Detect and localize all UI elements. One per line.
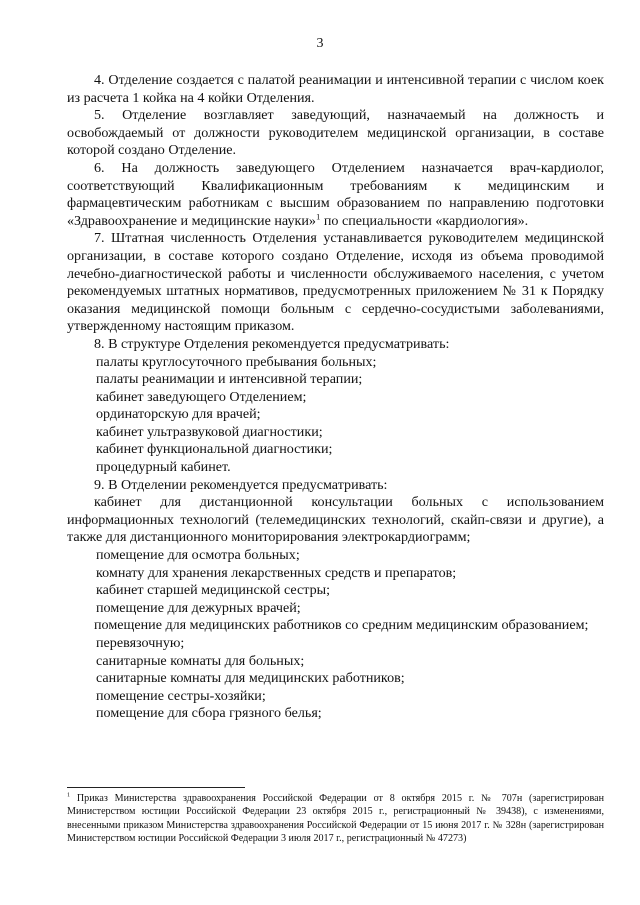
list-item: санитарные комнаты для медицинских работников; xyxy=(96,670,405,687)
footnote-divider xyxy=(67,787,245,788)
list-item: помещение для дежурных врачей; xyxy=(96,599,301,616)
document-body xyxy=(67,72,604,723)
list-item: кабинет старшей медицинской сестры; xyxy=(96,582,331,599)
list-item: ординаторскую для врачей; xyxy=(96,406,261,423)
footnote-text: Приказ Министерства здравоохранения Российской Федерации от 8 октября 2015 г. № 707н (зарегистрирован Министерством юстиции Российской Федерации 23 октября 2015 г., регистрационный № 39438), с изменениями, внесенными приказом Министерства здравоохранения Российской Федерации от 15 июня 2017 г. № 328н (зарегистрирован Министерством юстиции Российской Федерации 3 июля 2017 г., регистрационный № 47273) xyxy=(67,793,604,845)
paragraph-6-text: 6. На должность заведующего Отделением назначается врач-кардиолог, соответствующий Квалификационным требованиям к медицинским и фармацевтическим работникам с высшим образованием по направлению подготовки «Здравоохранение и медицинские науки» xyxy=(67,159,604,229)
list-item: кабинет заведующего Отделением; xyxy=(96,388,307,405)
list-item: помещение для сбора грязного белья; xyxy=(96,705,322,722)
paragraph-5: 5. Отделение возглавляет заведующий, назначаемый на должность и освобождаемый от должности руководителем медицинской организации, в составе которой создано Отделение. xyxy=(67,107,604,159)
list-item: помещение для осмотра больных; xyxy=(96,547,300,564)
list-item: помещение для медицинских работников со средним медицинским образованием; xyxy=(94,617,589,634)
list-item: процедурный кабинет. xyxy=(96,459,231,476)
paragraph-9: 9. В Отделении рекомендуется предусматривать: xyxy=(94,476,388,493)
paragraph-6-text-end: по специальности «кардиология». xyxy=(320,212,529,229)
list-item: санитарные комнаты для больных; xyxy=(96,652,305,669)
paragraph-6 xyxy=(67,160,604,230)
list-item: палаты круглосуточного пребывания больных; xyxy=(96,353,377,370)
paragraph-8: 8. В структуре Отделения рекомендуется предусматривать: xyxy=(94,335,450,352)
list-item: кабинет функциональной диагностики; xyxy=(96,441,333,458)
list-item: кабинет ультразвуковой диагностики; xyxy=(96,423,323,440)
page-number: 3 xyxy=(316,36,324,51)
list-item: перевязочную; xyxy=(96,635,185,651)
paragraph-7: 7. Штатная численность Отделения устанавливается руководителем медицинской организации, в составе которого создано Отделение, исходя из объема проводимой лечебно-диагностической работы и численности обслуживаемого населения, с учетом рекомендуемых штатных нормативов, предусмотренных приложением № 31 к Порядку оказания медицинской помощи больным с сердечно-сосудистыми заболеваниями, утвержденному настоящим приказом. xyxy=(67,230,604,335)
list-item: комнату для хранения лекарственных средств и препаратов; xyxy=(96,564,457,581)
list-item: кабинет для дистанционной консультации больных с использованием информационных технологий (телемедицинских технологий, скайп-связи и другие), а также для дистанционного мониторирования электрокардиограмм; xyxy=(67,494,604,546)
paragraph-4: 4. Отделение создается с палатой реанимации и интенсивной терапии с числом коек из расчета 1 койка на 4 койки Отделения. xyxy=(67,72,604,106)
footnote-reference: 1 xyxy=(315,211,321,222)
list-item: палаты реанимации и интенсивной терапии; xyxy=(96,371,363,388)
premises-list xyxy=(67,494,604,723)
footnote xyxy=(67,792,604,846)
structure-list xyxy=(67,354,604,477)
list-item: помещение сестры-хозяйки; xyxy=(96,687,266,704)
footnote-marker: 1 xyxy=(67,791,71,799)
